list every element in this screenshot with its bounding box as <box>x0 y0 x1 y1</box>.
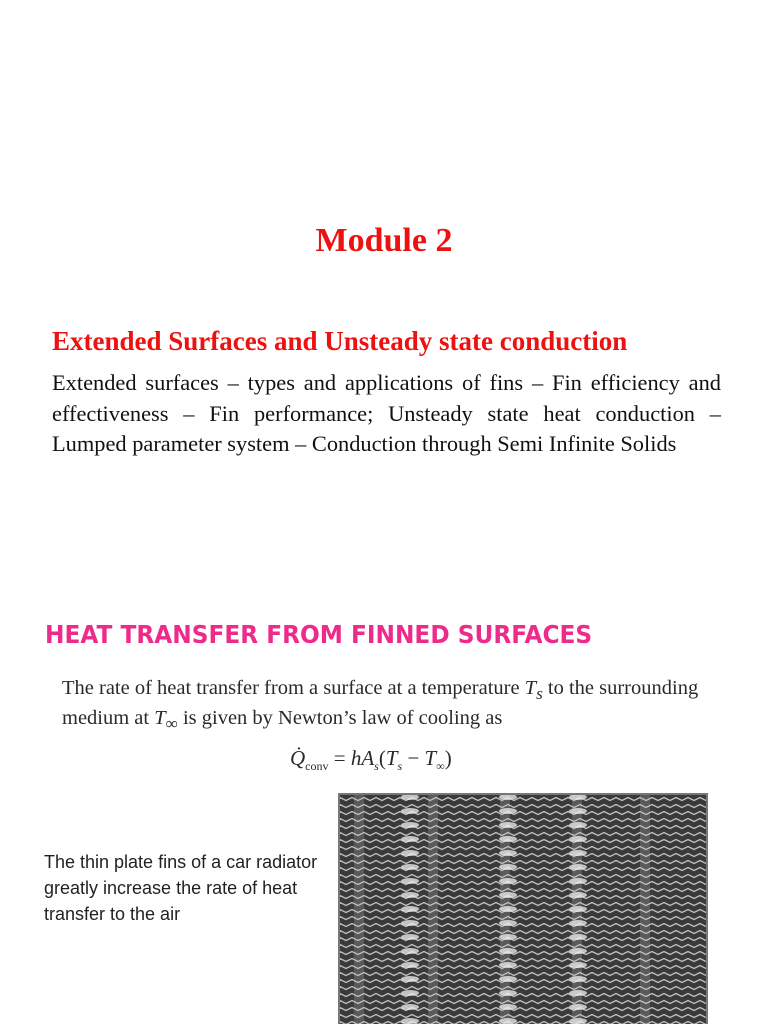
section-description: Extended surfaces – types and applications of fins – Fin efficiency and effectiveness – Fin performance; Unsteady state heat conduction – Lumped parameter system – Conduction through Semi Infinite Solids <box>52 370 721 457</box>
intro-var-ts: T <box>524 677 537 699</box>
radiator-highlight <box>401 920 419 926</box>
eq-tinf: T <box>424 746 437 770</box>
radiator-fin-line <box>340 917 706 920</box>
radiator-highlight <box>569 878 587 884</box>
radiator-fin-line <box>340 959 706 962</box>
radiator-fin-line <box>340 973 706 976</box>
radiator-highlight <box>401 990 419 996</box>
radiator-highlight <box>499 934 517 940</box>
radiator-highlight <box>401 962 419 968</box>
radiator-fin-line <box>340 910 706 913</box>
eq-qdot: Q̇ <box>290 746 306 770</box>
radiator-highlight <box>569 990 587 996</box>
radiator-fin-line <box>340 952 706 955</box>
radiator-fin-line <box>340 896 706 899</box>
radiator-fin-line <box>340 980 706 983</box>
radiator-fin-line <box>340 924 706 927</box>
radiator-highlight <box>569 808 587 814</box>
radiator-highlight <box>569 1004 587 1010</box>
radiator-highlight <box>499 836 517 842</box>
radiator-highlight <box>569 920 587 926</box>
radiator-fin-line <box>340 854 706 857</box>
radiator-fins-illustration <box>340 795 706 1024</box>
radiator-highlight <box>499 1018 517 1024</box>
radiator-highlight <box>401 850 419 856</box>
radiator-highlight <box>401 822 419 828</box>
intro-text-3: is given by Newton’s law of cooling as <box>182 707 503 730</box>
radiator-fin-line <box>340 840 706 843</box>
radiator-highlight <box>499 906 517 912</box>
radiator-highlight <box>499 864 517 870</box>
radiator-highlight <box>401 1004 419 1010</box>
radiator-highlight <box>569 962 587 968</box>
radiator-fin-line <box>340 889 706 892</box>
radiator-highlight <box>569 934 587 940</box>
radiator-fin-line <box>340 826 706 829</box>
radiator-highlight <box>499 808 517 814</box>
radiator-fin-line <box>340 819 706 822</box>
radiator-fin-line <box>340 945 706 948</box>
radiator-highlight <box>401 808 419 814</box>
radiator-highlight <box>401 878 419 884</box>
radiator-highlight <box>569 906 587 912</box>
radiator-fin-line <box>340 903 706 906</box>
radiator-highlight <box>401 864 419 870</box>
radiator-highlight <box>401 836 419 842</box>
radiator-highlight <box>401 934 419 940</box>
radiator-fin-line <box>340 798 706 801</box>
radiator-fin-line <box>340 833 706 836</box>
radiator-highlight <box>569 892 587 898</box>
radiator-highlight <box>569 822 587 828</box>
eq-minus: − <box>407 746 420 770</box>
newton-cooling-equation <box>290 746 452 774</box>
radiator-fin-line <box>340 994 706 997</box>
radiator-highlight <box>499 822 517 828</box>
eq-conv: conv <box>305 759 329 774</box>
radiator-highlight <box>499 976 517 982</box>
eq-ts-sub: s <box>397 759 403 774</box>
radiator-fin-line <box>340 812 706 815</box>
radiator-highlight <box>401 948 419 954</box>
radiator-highlight <box>569 1018 587 1024</box>
radiator-fin-line <box>340 931 706 934</box>
radiator-highlight <box>499 990 517 996</box>
radiator-fin-line <box>340 938 706 941</box>
section-heading: Extended Surfaces and Unsteady state conduction <box>52 326 628 356</box>
radiator-highlight <box>499 920 517 926</box>
intro-sub-s: s <box>536 684 543 704</box>
eq-h: h <box>350 746 362 770</box>
radiator-highlight <box>499 962 517 968</box>
radiator-highlight <box>569 836 587 842</box>
radiator-fin-line <box>340 847 706 850</box>
intro-sub-inf: ∞ <box>165 714 178 734</box>
radiator-fin-line <box>340 1015 706 1018</box>
radiator-fin-line <box>340 987 706 990</box>
radiator-highlight <box>569 976 587 982</box>
radiator-fin-line <box>340 805 706 808</box>
intro-var-tinf: T <box>154 707 166 730</box>
radiator-caption: The thin plate fins of a car radiator greatly increase the rate of heat transfer to the air <box>44 852 318 924</box>
eq-area: A <box>361 746 375 770</box>
radiator-fin-line <box>340 1001 706 1004</box>
radiator-fin-line <box>340 1008 706 1011</box>
radiator-fin-line <box>340 861 706 864</box>
eq-close-paren: ) <box>444 746 452 770</box>
radiator-highlight <box>499 1004 517 1010</box>
module-title: Module 2 <box>315 222 453 259</box>
radiator-highlight <box>401 976 419 982</box>
eq-tinf-sub: ∞ <box>436 759 445 774</box>
radiator-highlight <box>499 892 517 898</box>
finned-surfaces-heading: HEAT TRANSFER FROM FINNED SURFACES <box>45 620 593 649</box>
radiator-highlight <box>401 892 419 898</box>
radiator-highlight <box>499 948 517 954</box>
radiator-highlight <box>401 1018 419 1024</box>
eq-equals: = <box>333 746 346 770</box>
eq-area-sub: s <box>374 759 379 774</box>
radiator-fin-line <box>340 966 706 969</box>
intro-text-2: to the surrounding medium at <box>62 677 699 730</box>
eq-ts: T <box>385 746 398 770</box>
radiator-highlight <box>401 906 419 912</box>
radiator-highlight <box>569 948 587 954</box>
radiator-fin-line <box>340 875 706 878</box>
radiator-fin-line <box>340 882 706 885</box>
intro-text-1: The rate of heat transfer from a surface at a temperature <box>62 677 520 699</box>
radiator-fin-line <box>340 868 706 871</box>
radiator-highlight <box>499 850 517 856</box>
radiator-highlight <box>499 878 517 884</box>
newton-cooling-intro <box>62 676 742 736</box>
car-radiator-image <box>338 793 708 1024</box>
radiator-highlight <box>569 864 587 870</box>
eq-open-paren: ( <box>378 746 386 770</box>
radiator-highlight <box>569 850 587 856</box>
